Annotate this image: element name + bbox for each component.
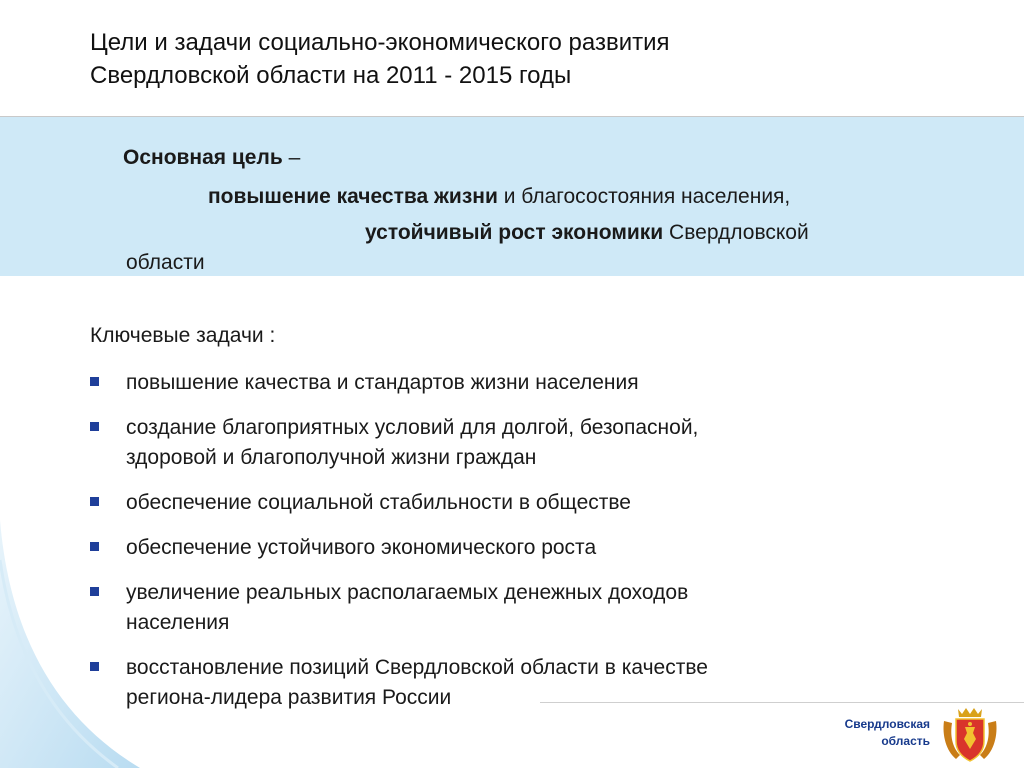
goal-quality-rest: и благосостояния населения,: [497, 185, 791, 208]
coat-of-arms-icon: [940, 705, 1000, 763]
goal-growth-bold: устойчивый рост экономики: [365, 221, 664, 244]
footer-divider: [540, 702, 1024, 703]
task-text: [126, 413, 886, 473]
task-text-line-1: увеличение реальных располагаемых денежных доходов: [126, 581, 689, 604]
page-title-line-2: Свердловской области на 2011 - 2015 годы: [90, 62, 572, 89]
brand-line-2: область: [881, 734, 930, 748]
goal-growth-rest: Свердловской: [663, 221, 809, 244]
square-bullet-icon: [90, 422, 99, 431]
page-title-line-1: Цели и задачи социально-экономического развития: [90, 29, 670, 56]
goal-dash: –: [282, 146, 301, 169]
goal-line-quality: [208, 184, 790, 210]
goal-quality-bold: повышение качества жизни: [208, 185, 498, 208]
goal-label-line: [123, 145, 300, 171]
task-text-line-1: восстановление позиций Свердловской области в качестве: [126, 656, 708, 679]
goal-line-region: области: [126, 251, 205, 274]
task-text: обеспечение устойчивого экономического роста: [126, 536, 597, 559]
task-text: [126, 653, 886, 713]
task-text-line-2: населения: [126, 611, 230, 634]
goal-line-growth: [365, 220, 809, 246]
task-text-line-1: создание благоприятных условий для долгой, безопасной,: [126, 416, 699, 439]
region-brand: [820, 716, 930, 750]
square-bullet-icon: [90, 497, 99, 506]
task-text: повышение качества и стандартов жизни населения: [126, 371, 639, 394]
task-text-line-2: здоровой и благополучной жизни граждан: [126, 446, 537, 469]
goal-label: Основная цель: [123, 146, 283, 169]
main-goal-band: [0, 117, 1024, 276]
square-bullet-icon: [90, 377, 99, 386]
task-text: обеспечение социальной стабильности в обществе: [126, 491, 631, 514]
brand-line-1: Свердловская: [844, 717, 930, 731]
task-text: [126, 578, 886, 638]
page-title: [90, 26, 990, 92]
task-text-line-2: региона-лидера развития России: [126, 686, 452, 709]
tasks-heading: Ключевые задачи :: [90, 324, 276, 347]
decorative-swoosh: [0, 520, 140, 768]
